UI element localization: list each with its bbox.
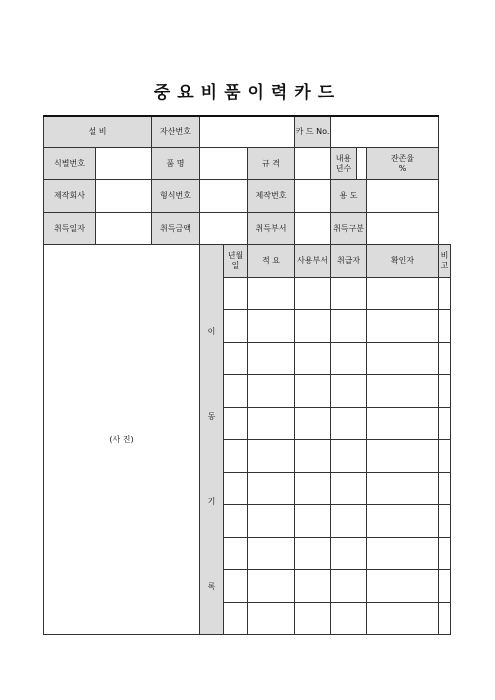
field-useful-life[interactable]	[357, 147, 367, 179]
col-summary: 적 요	[248, 245, 295, 277]
col-dept: 사용부서	[295, 245, 331, 277]
cell[interactable]	[248, 407, 295, 439]
cell[interactable]	[248, 310, 295, 342]
cell[interactable]	[439, 537, 451, 569]
cell[interactable]	[224, 407, 248, 439]
cell[interactable]	[248, 537, 295, 569]
cell[interactable]	[224, 375, 248, 407]
col-confirmer: 확인자	[367, 245, 439, 277]
cell[interactable]	[331, 277, 367, 309]
cell[interactable]	[367, 505, 439, 537]
cell[interactable]	[295, 602, 331, 634]
card-title: 중요비품이력카드	[153, 83, 342, 103]
history-side-label	[200, 245, 224, 635]
cell[interactable]	[439, 277, 451, 309]
cell[interactable]	[439, 602, 451, 634]
label-asset-no: 자산번호	[152, 116, 200, 147]
cell[interactable]	[331, 472, 367, 504]
cell[interactable]	[367, 407, 439, 439]
field-serial-no[interactable]	[295, 180, 331, 212]
cell[interactable]	[439, 375, 451, 407]
photo-area[interactable]: (사 진)	[44, 245, 200, 635]
cell[interactable]	[224, 570, 248, 602]
cell[interactable]	[248, 375, 295, 407]
col-handler: 취급자	[331, 245, 367, 277]
cell[interactable]	[224, 602, 248, 634]
cell[interactable]	[248, 440, 295, 472]
field-manufacturer[interactable]	[96, 180, 152, 212]
cell[interactable]	[331, 537, 367, 569]
side-char-3: 기	[207, 497, 216, 507]
field-asset-no[interactable]	[200, 116, 295, 147]
cell[interactable]	[439, 407, 451, 439]
label-serial-no: 제작번호	[248, 180, 295, 212]
side-char-1: 이	[207, 327, 216, 337]
cell[interactable]	[367, 277, 439, 309]
label-acq-dept: 취득부서	[248, 212, 295, 244]
cell[interactable]	[439, 342, 451, 374]
cell[interactable]	[295, 342, 331, 374]
cell[interactable]	[224, 277, 248, 309]
field-acq-type[interactable]	[367, 212, 439, 244]
cell[interactable]	[331, 570, 367, 602]
cell[interactable]	[295, 537, 331, 569]
cell[interactable]	[439, 472, 451, 504]
cell[interactable]	[224, 440, 248, 472]
label-manufacturer: 제작회사	[44, 180, 96, 212]
cell[interactable]	[248, 570, 295, 602]
cell[interactable]	[439, 310, 451, 342]
cell[interactable]	[295, 505, 331, 537]
cell[interactable]	[331, 602, 367, 634]
cell[interactable]	[439, 505, 451, 537]
label-acq-amount: 취득금액	[152, 212, 200, 244]
cell[interactable]	[248, 342, 295, 374]
field-spec[interactable]	[295, 147, 331, 179]
cell[interactable]	[248, 472, 295, 504]
label-residual-rate: 잔존율 %	[367, 147, 439, 179]
label-acq-date: 취득일자	[44, 212, 96, 244]
cell[interactable]	[248, 505, 295, 537]
label-equipment: 설 비	[44, 116, 152, 147]
side-char-2: 동	[207, 412, 216, 422]
field-card-no[interactable]	[331, 116, 439, 147]
col-remarks: 비고	[439, 245, 451, 277]
field-id-no[interactable]	[96, 147, 152, 179]
field-model-no[interactable]	[200, 180, 248, 212]
label-card-no: 카 드 No.	[295, 116, 331, 147]
label-acq-type: 취득구분	[331, 212, 367, 244]
cell[interactable]	[295, 407, 331, 439]
cell[interactable]	[224, 472, 248, 504]
cell[interactable]	[224, 342, 248, 374]
cell[interactable]	[367, 602, 439, 634]
label-model-no: 형식번호	[152, 180, 200, 212]
cell[interactable]	[367, 375, 439, 407]
cell[interactable]	[367, 537, 439, 569]
cell[interactable]	[439, 440, 451, 472]
cell[interactable]	[248, 277, 295, 309]
cell[interactable]	[295, 440, 331, 472]
cell[interactable]	[367, 310, 439, 342]
cell[interactable]	[367, 342, 439, 374]
cell[interactable]	[331, 407, 367, 439]
field-acq-amount[interactable]	[200, 212, 248, 244]
field-acq-date[interactable]	[96, 212, 152, 244]
cell[interactable]	[331, 342, 367, 374]
label-useful-life: 내용 년수	[331, 147, 357, 179]
cell[interactable]	[331, 440, 367, 472]
cell[interactable]	[224, 505, 248, 537]
cell[interactable]	[295, 570, 331, 602]
field-purpose[interactable]	[367, 180, 439, 212]
cell[interactable]	[331, 505, 367, 537]
cell[interactable]	[248, 602, 295, 634]
cell[interactable]	[331, 375, 367, 407]
label-spec: 규 격	[248, 147, 295, 179]
cell[interactable]	[224, 310, 248, 342]
equipment-history-card	[43, 115, 451, 635]
cell[interactable]	[331, 310, 367, 342]
label-purpose: 용 도	[331, 180, 367, 212]
cell[interactable]	[295, 277, 331, 309]
label-item-name: 품 명	[152, 147, 200, 179]
label-id-no: 식별번호	[44, 147, 96, 179]
cell[interactable]	[367, 440, 439, 472]
cell[interactable]	[367, 570, 439, 602]
field-item-name[interactable]	[200, 147, 248, 179]
cell[interactable]	[224, 537, 248, 569]
field-acq-dept[interactable]	[295, 212, 331, 244]
cell[interactable]	[295, 472, 331, 504]
cell[interactable]	[295, 375, 331, 407]
col-date: 년월일	[224, 245, 248, 277]
side-char-4: 록	[207, 582, 216, 592]
cell[interactable]	[295, 310, 331, 342]
cell[interactable]	[367, 472, 439, 504]
cell[interactable]	[439, 570, 451, 602]
